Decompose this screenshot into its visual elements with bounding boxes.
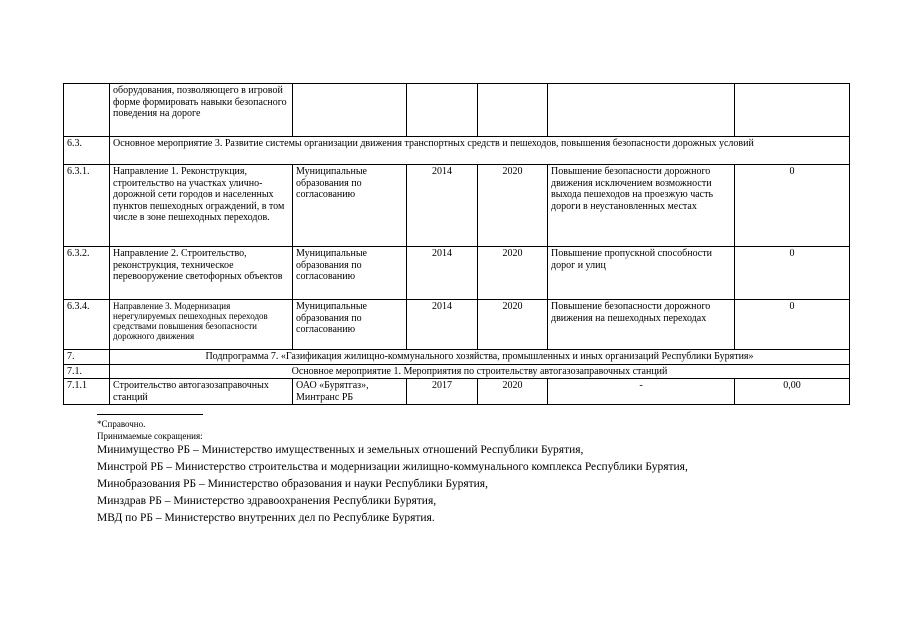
cell-number: 6.3.2. (64, 247, 110, 300)
table-row (64, 137, 850, 165)
cell-name: Направление 2. Строительство, реконструкция, техническое перевооружение светофорных объектов (110, 247, 293, 300)
cell-end-year: 2020 (478, 247, 548, 300)
cell-result: Повышение безопасности дорожного движения исключением возможности выхода пешеходов на проезжую часть дороги в неустановленных местах (548, 165, 735, 247)
abbreviation-item: Минобразования РБ – Министерство образования и науки Республики Бурятия, (97, 478, 488, 490)
cell-start-year: 2014 (407, 165, 478, 247)
abbreviation-item: МВД по РБ – Министерство внутренних дел по Республике Бурятия. (97, 512, 435, 524)
cell-executor: Муниципальные образования по согласованию (293, 247, 407, 300)
cell-number: 7.1.1 (64, 379, 110, 405)
cell-name: оборудования, позволяющего в игровой форме формировать навыки безопасного поведения на дороге (110, 84, 293, 137)
cell-name: Строительство автогазозаправочных станций (110, 379, 293, 405)
cell-name: Направление 1. Реконструкция, строительство на участках улично-дорожной сети городов и населенных пунктов пешеходных ограждений, в том числе в зоне пешеходных переходов. (110, 165, 293, 247)
cell-end-year: 2020 (478, 165, 548, 247)
cell-section-title: Основное мероприятие 1. Мероприятия по строительству автогазозаправочных станций (110, 364, 850, 379)
table-row (64, 247, 850, 300)
cell-start-year: 2017 (407, 379, 478, 405)
cell-end-year: 2020 (478, 300, 548, 350)
cell-result: Повышение безопасности дорожного движения на пешеходных переходах (548, 300, 735, 350)
cell-executor: Муниципальные образования по согласованию (293, 165, 407, 247)
cell-number: 6.3. (64, 137, 110, 165)
table-row (64, 84, 850, 137)
cell-executor: Муниципальные образования по согласованию (293, 300, 407, 350)
cell-number: 7.1. (64, 364, 110, 379)
cell-value: 0 (735, 300, 850, 350)
cell-number: 6.3.1. (64, 165, 110, 247)
program-table (63, 83, 850, 405)
cell-subprogram-title: Подпрограмма 7. «Газификация жилищно-коммунального хозяйства, промышленных и иных организаций Республики Бурятия» (110, 350, 850, 365)
table-row (64, 165, 850, 247)
footnote: *Справочно. (97, 419, 146, 429)
table-row (64, 350, 850, 365)
cell-value: 0 (735, 165, 850, 247)
table-row (64, 364, 850, 379)
cell-executor: ОАО «Бурятгаз», Минтранс РБ (293, 379, 407, 405)
cell-end-year: 2020 (478, 379, 548, 405)
table-row (64, 300, 850, 350)
cell-value: 0 (735, 247, 850, 300)
cell-number: 6.3.4. (64, 300, 110, 350)
cell-result: Повышение пропускной способности дорог и улиц (548, 247, 735, 300)
cell-result: - (548, 379, 735, 405)
cell-name: Направление 3. Модернизация нерегулируемых пешеходных переходов средствами повышения безопасности дорожного движения (110, 300, 293, 350)
notes-section (97, 414, 857, 527)
abbreviation-item: Минздрав РБ – Министерство здравоохранения Республики Бурятия, (97, 495, 437, 507)
abbreviation-item: Минстрой РБ – Министерство строительства и модернизации жилищно-коммунального комплекса Республики Бурятия, (97, 461, 688, 473)
abbreviation-item: Минимущество РБ – Министерство имущественных и земельных отношений Республики Бурятия, (97, 444, 584, 456)
cell-value: 0,00 (735, 379, 850, 405)
cell-start-year: 2014 (407, 247, 478, 300)
cell-section-title: Основное мероприятие 3. Развитие системы организации движения транспортных средств и пешеходов, повышения безопасности дорожных условий (110, 137, 850, 165)
abbreviations-title: Принимаемые сокращения: (97, 431, 203, 441)
cell-start-year: 2014 (407, 300, 478, 350)
cell-number: 7. (64, 350, 110, 365)
table-row (64, 379, 850, 405)
footnote-divider (97, 414, 203, 415)
